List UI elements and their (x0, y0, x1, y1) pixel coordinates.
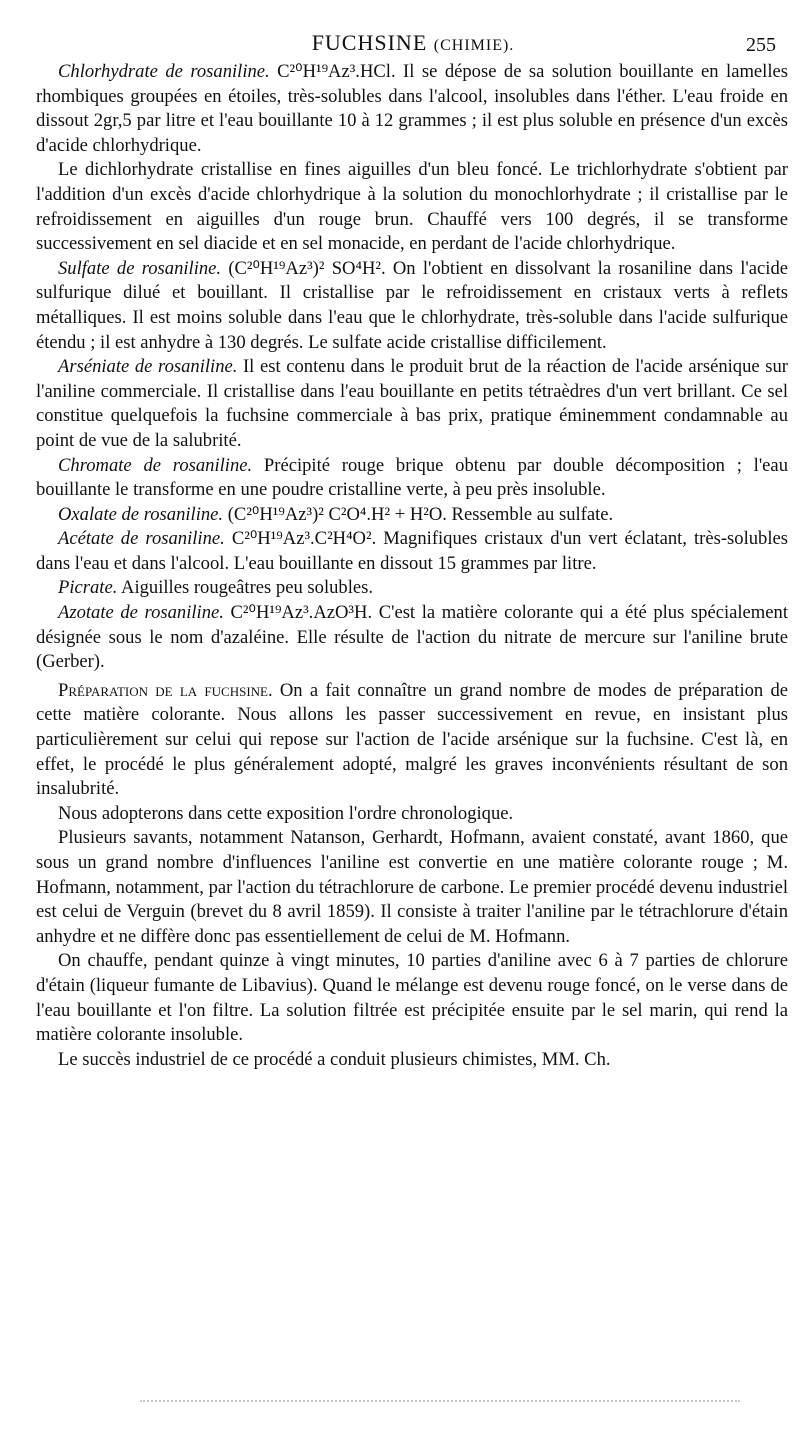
paragraph-preparation (36, 679, 788, 802)
paragraph-oxalate (36, 503, 788, 528)
header-title-text: FUCHSINE (311, 30, 428, 55)
header-subtitle: (CHIMIE). (433, 37, 515, 54)
paragraph-text: C²⁰H¹⁹Az³.AzO³H. C'est la matière colorante qui a été plus spécialement désignée sous le nom d'azaléine. Elle résulte de l'action du nitrate de mercure sur l'aniline brute (Gerber). (36, 602, 788, 673)
paragraph-text: (C²⁰H¹⁹Az³)² SO⁴H². On l'obtient en dissolvant la rosaniline dans l'acide sulfurique dilué et bouillant. Il cristallise par le refroidissement en cristaux verts à reflets métalliques. Il est moins soluble dans l'eau que le chlorhydrate, très-soluble dans l'acide sulfurique étendu ; il est anhydre à 130 degrés. Le sulfate acide cristallise difficilement. (36, 257, 788, 353)
paragraph-savants (36, 826, 788, 949)
paragraph-arseniate (36, 355, 788, 453)
paragraph-text: On chauffe, pendant quinze à vingt minutes, 10 parties d'aniline avec 6 à 7 parties de chlorure d'étain (liqueur fumante de Libavius). Quand le mélange est devenu rouge foncé, on le verse dans de l'eau bouillante et l'on filtre. La solution filtrée est précipitée ensuite par le sel marin, qui rend la matière colorante insoluble. (36, 950, 788, 1046)
paragraph-text: Aiguilles rougeâtres peu solubles. (117, 577, 374, 599)
paragraph-text: Le succès industriel de ce procédé a conduit plusieurs chimistes, MM. Ch. (58, 1048, 611, 1070)
paragraph-text: Nous adopterons dans cette exposition l'ordre chronologique. (58, 802, 514, 824)
paragraph-text: Plusieurs savants, notamment Natanson, Gerhardt, Hofmann, avaient constaté, avant 1860, que sous un grand nombre d'influences l'aniline est convertie en une matière colorante rouge ; M. Hofmann, notamment, par l'action du tétrachlorure de carbone. Le premier procédé devenu industriel est celui de Verguin (brevet du 8 avril 1859). Il consiste à traiter l'aniline par le tétrachlorure d'étain anhydre et ne diffère donc pas essentiellement de celui de M. Hofmann. (36, 827, 788, 947)
entry-lead: Picrate. (58, 577, 118, 599)
entry-lead: Sulfate de rosaniline. (58, 257, 222, 279)
paragraph-chromate (36, 454, 788, 503)
paragraph-azotate (36, 601, 788, 675)
paragraph-text: (C²⁰H¹⁹Az³)² C²O⁴.H² + H²O. Ressemble au sulfate. (223, 503, 614, 525)
paragraph-procede (36, 949, 788, 1047)
paragraph-picrate (36, 576, 788, 601)
paragraph-sulfate (36, 257, 788, 355)
running-header (36, 30, 790, 58)
paragraph-text: C²⁰H¹⁹Az³.HCl. Il se dépose de sa solution bouillante en lamelles rhombiques groupées en étoiles, très-solubles dans l'alcool, insolubles dans l'éther. L'eau froide en dissout 2gr,5 par litre et l'eau bouillante 10 à 12 grammes ; il est plus soluble en présence d'un excès d'acide chlorhydrique. (36, 61, 788, 156)
entry-lead: Arséniate de rosaniline. (58, 356, 238, 378)
section-heading: Préparation de la fuchsine. (58, 679, 273, 701)
paragraph-text: C²⁰H¹⁹Az³.C²H⁴O². Magnifiques cristaux d'un vert éclatant, très-solubles dans l'eau et dans l'alcool. L'eau bouillante en dissout 15 grammes par litre. (36, 528, 789, 574)
entry-lead: Azotate de rosaniline. (58, 602, 224, 624)
paragraph-text: On a fait connaître un grand nombre de modes de préparation de cette matière colorante. Nous allons les passer successivement en revue, en insistant plus particulièrement sur celui qui repose sur l'action de l'acide arsénique sur la fuchsine. C'est là, en effet, le procédé le plus généralement adopté, malgré les graves inconvénients résultant de son insalubrité. (36, 679, 788, 800)
paragraph-dichlorhydrate (36, 158, 788, 256)
bottom-scan-dots (140, 1400, 740, 1410)
header-title (36, 30, 790, 56)
paragraph-acetate (36, 527, 788, 576)
paragraph-chronologique (36, 802, 788, 827)
paragraph-text: Le dichlorhydrate cristallise en fines aiguilles d'un bleu foncé. Le trichlorhydrate s'obtient par l'addition d'un excès d'acide chlorhydrique à la solution du monochlorhydrate ; il cristallise par le refroidissement en aiguilles d'un rouge brun. Chauffé vers 100 degrés, il se transforme successivement en sel diacide et en sel monacide, en perdant de l'acide chlorhydrique. (36, 159, 788, 255)
entry-lead: Oxalate de rosaniline. (58, 503, 224, 525)
entry-lead: Acétate de rosaniline. (58, 528, 225, 550)
body-text (36, 60, 788, 1072)
paragraph-text: Il est contenu dans le produit brut de la réaction de l'acide arsénique sur l'aniline commerciale. Il cristallise dans l'eau bouillante en petits tétraèdres d'un vert brillant. Ce sel constitue quelquefois la fuchsine commerciale à bas prix, pratique éminemment condamnable au point de vue de la salubrité. (36, 356, 788, 451)
paragraph-chlorhydrate (36, 60, 788, 158)
entry-lead: Chromate de rosaniline. (58, 454, 253, 476)
paragraph-text: Précipité rouge brique obtenu par double décomposition ; l'eau bouillante le transforme en une poudre cristalline verte, à peu près insoluble. (36, 454, 788, 501)
paragraph-succes (36, 1048, 788, 1073)
page-number: 255 (746, 34, 776, 56)
entry-lead: Chlorhydrate de rosaniline. (58, 61, 270, 82)
